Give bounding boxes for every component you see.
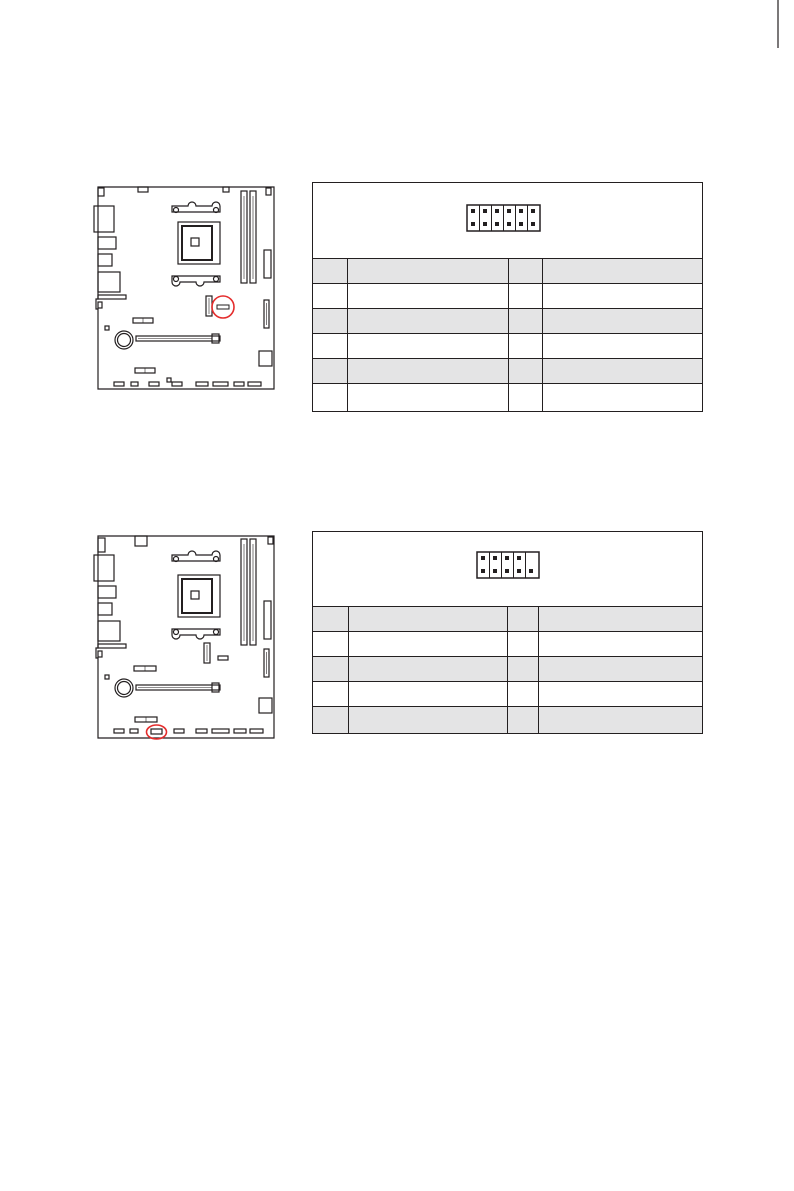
pinout-table-1 (312, 182, 703, 412)
pin-number (509, 284, 542, 308)
signal-name (348, 309, 508, 333)
column-divider (348, 606, 349, 733)
pin-number (313, 682, 348, 706)
pin-number (509, 259, 542, 283)
signal-name (349, 632, 507, 656)
motherboard-diagram-1 (88, 184, 278, 394)
signal-name (349, 682, 507, 706)
page-corner-tab (777, 0, 794, 49)
signal-name (539, 682, 701, 706)
signal-name (349, 607, 507, 631)
pin-number (509, 384, 542, 411)
signal-name (348, 259, 508, 283)
signal-name (543, 309, 701, 333)
signal-name (349, 707, 507, 733)
pin-number (509, 334, 542, 358)
pin-number (508, 682, 538, 706)
column-divider (507, 606, 508, 733)
signal-name (539, 632, 701, 656)
pin-number (313, 384, 347, 411)
pin-header-figure-2 (313, 532, 702, 606)
pin-number (313, 259, 347, 283)
signal-name (543, 359, 701, 383)
pin-number (313, 334, 347, 358)
column-divider (538, 606, 539, 733)
pin-number (508, 632, 538, 656)
signal-name (348, 334, 508, 358)
pin-number (508, 607, 538, 631)
pin-number (313, 707, 348, 733)
pin-number (508, 657, 538, 681)
pin-number (313, 284, 347, 308)
pin-number (313, 632, 348, 656)
signal-name (539, 657, 701, 681)
pin-header-2x5-icon (476, 551, 540, 579)
motherboard-diagram-2 (88, 533, 278, 743)
signal-name (543, 284, 701, 308)
column-divider (347, 258, 348, 411)
pin-number (313, 657, 348, 681)
signal-name (543, 384, 701, 411)
pin-number (508, 707, 538, 733)
signal-name (539, 607, 701, 631)
signal-name (543, 334, 701, 358)
pinout-table-2 (312, 531, 703, 734)
signal-name (348, 359, 508, 383)
pin-number (509, 309, 542, 333)
pin-number (313, 359, 347, 383)
signal-name (539, 707, 701, 733)
pin-number (313, 309, 347, 333)
pin-header-figure-1 (313, 183, 702, 258)
motherboard-layout-icon (88, 184, 278, 394)
signal-name (348, 284, 508, 308)
column-divider (542, 258, 543, 411)
signal-name (349, 657, 507, 681)
pin-number (313, 607, 348, 631)
signal-name (543, 259, 701, 283)
pin-header-2x6-icon (466, 204, 541, 232)
motherboard-layout-icon (88, 533, 278, 743)
column-divider (508, 258, 509, 411)
pin-number (509, 359, 542, 383)
signal-name (348, 384, 508, 411)
